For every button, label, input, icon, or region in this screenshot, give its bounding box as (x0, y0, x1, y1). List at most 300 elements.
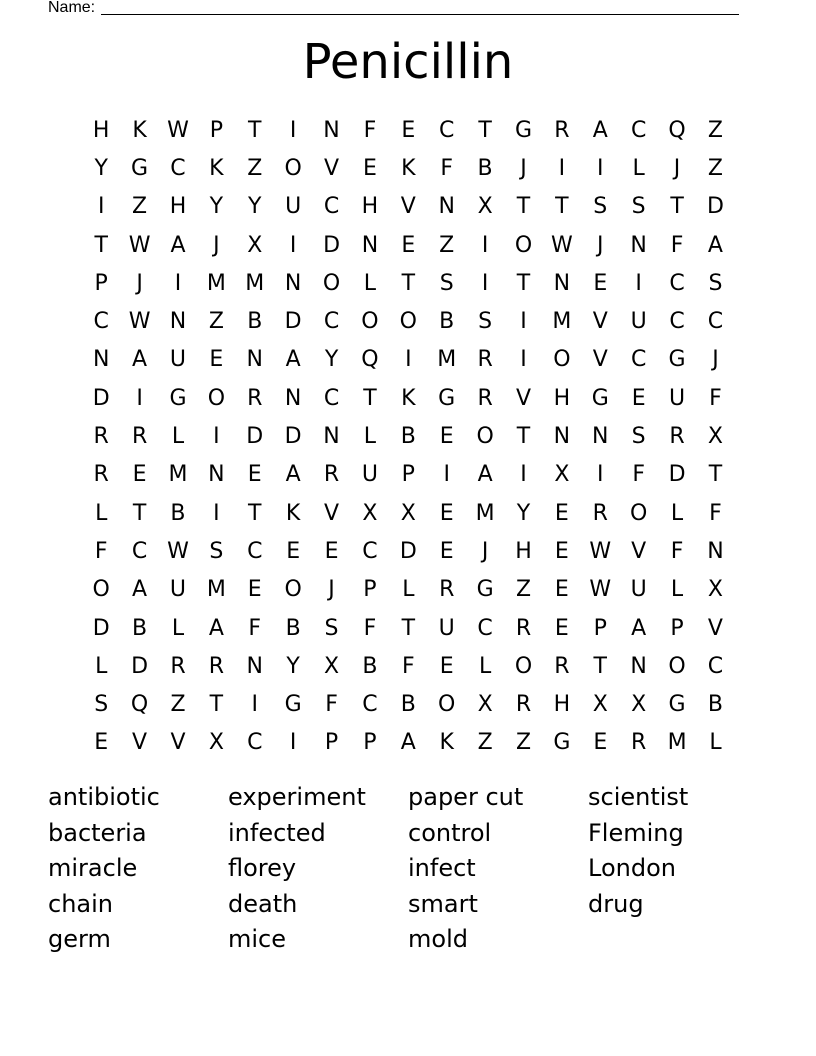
grid-letter: M (552, 309, 572, 335)
grid-letter: R (515, 615, 532, 641)
grid-letter: B (400, 424, 416, 450)
grid-letter: R (93, 462, 109, 488)
grid-letter: Y (516, 500, 531, 526)
grid-letter: E (593, 270, 608, 296)
grid-letter: N (592, 424, 609, 450)
grid-letter: L (363, 270, 377, 296)
grid-letter: F (632, 462, 645, 488)
grid-letter: F (94, 538, 108, 564)
grid-letter: D (92, 615, 110, 641)
grid-letter: I (405, 347, 412, 373)
grid-letter: Z (208, 309, 224, 335)
word-list-item: mold (408, 925, 468, 954)
grid-letter: T (708, 462, 723, 488)
grid-letter: H (169, 194, 187, 220)
grid-letter: G (668, 347, 686, 373)
word-list-item: infected (228, 818, 326, 847)
grid-letter: M (206, 270, 226, 296)
grid-letter: O (514, 232, 533, 258)
grid-letter: X (477, 692, 493, 718)
grid-letter: T (132, 500, 147, 526)
grid-letter: C (362, 692, 378, 718)
grid-letter: C (323, 385, 340, 411)
grid-letter: F (709, 385, 722, 411)
word-list-item: scientist (588, 783, 689, 811)
word-list-item: control (408, 818, 492, 847)
grid-letter: U (169, 577, 187, 603)
grid-letter: T (670, 194, 684, 220)
grid-letter: U (361, 462, 378, 488)
grid-letter: B (170, 500, 186, 526)
grid-letter: I (136, 385, 143, 411)
grid-letter: R (323, 462, 340, 488)
grid-letter: B (477, 155, 493, 181)
grid-letter: C (170, 155, 186, 181)
grid-letter: R (477, 347, 493, 373)
grid-letter: X (592, 692, 608, 718)
grid-letter: U (669, 385, 686, 411)
word-list-item: death (228, 889, 298, 918)
grid-letter: A (400, 730, 416, 756)
grid-letter: E (362, 155, 377, 181)
grid-letter: D (284, 424, 302, 450)
grid-letter: C (477, 615, 493, 641)
grid-letter: N (92, 347, 110, 373)
grid-letter: R (669, 424, 685, 450)
grid-letter: W (128, 232, 151, 258)
grid-letter: M (168, 462, 188, 488)
name-field (48, 0, 739, 18)
grid-letter: I (635, 270, 642, 296)
grid-letter: S (94, 692, 109, 718)
grid-letter: R (208, 653, 225, 679)
grid-letter: X (554, 462, 570, 488)
grid-letter: F (670, 538, 684, 564)
grid-letter: B (132, 615, 148, 641)
grid-letter: N (438, 194, 455, 220)
grid-letter: P (209, 117, 223, 143)
grid-letter: G (668, 692, 686, 718)
grid-letter: E (554, 500, 569, 526)
grid-letter: Y (94, 155, 108, 181)
grid-letter: I (443, 462, 450, 488)
word-list-item: bacteria (48, 818, 147, 847)
word-list-item: Fleming (588, 818, 684, 847)
grid-letter: I (520, 462, 527, 488)
grid-letter: X (477, 194, 493, 220)
grid-letter: J (481, 538, 489, 564)
grid-letter: W (128, 309, 151, 335)
grid-letter: F (440, 155, 454, 181)
grid-letter: J (136, 270, 143, 296)
grid-letter: E (439, 653, 454, 679)
grid-letter: G (169, 385, 187, 411)
grid-letter: C (362, 538, 378, 564)
grid-letter: O (553, 347, 571, 373)
grid-letter: N (323, 117, 340, 143)
grid-letter: J (712, 347, 719, 373)
grid-letter: V (631, 538, 647, 564)
grid-letter: E (554, 615, 569, 641)
grid-letter: O (476, 424, 494, 450)
grid-letter: G (131, 155, 149, 181)
grid-letter: R (131, 424, 148, 450)
grid-letter: L (670, 500, 684, 526)
grid-letter: M (667, 730, 687, 756)
grid-letter: S (439, 270, 454, 296)
grid-letter: N (208, 462, 225, 488)
grid-letter: M (245, 270, 265, 296)
grid-letter: N (323, 424, 340, 450)
grid-letter: I (213, 500, 220, 526)
word-list-item: florey (228, 854, 297, 883)
grid-letter: A (477, 462, 493, 488)
grid-letter: D (668, 462, 686, 488)
grid-letter: D (706, 194, 724, 220)
grid-letter: J (213, 232, 220, 258)
grid-letter: Z (707, 117, 723, 143)
grid-letter: Z (247, 155, 263, 181)
grid-letter: G (284, 692, 302, 718)
grid-letter: X (707, 577, 723, 603)
grid-letter: Z (515, 577, 532, 603)
grid-letter: V (515, 385, 532, 411)
grid-letter: E (554, 577, 569, 603)
grid-letter: U (169, 347, 187, 373)
grid-letter: B (439, 309, 455, 335)
grid-letter: V (592, 309, 608, 335)
grid-letter: J (520, 155, 527, 181)
word-list-item: chain (48, 889, 113, 918)
grid-letter: R (554, 117, 570, 143)
grid-letter: E (247, 462, 262, 488)
grid-letter: T (363, 385, 377, 411)
grid-letter: O (361, 309, 379, 335)
grid-letter: P (324, 730, 339, 756)
grid-letter: N (553, 424, 571, 450)
grid-letter: V (707, 615, 723, 641)
grid-letter: D (284, 309, 302, 335)
grid-letter: F (401, 653, 415, 679)
grid-letter: T (209, 692, 224, 718)
grid-letter: D (131, 653, 149, 679)
grid-letter: L (478, 653, 492, 679)
grid-letter: L (363, 424, 377, 450)
grid-letter: O (284, 155, 302, 181)
grid-letter: R (631, 730, 647, 756)
grid-letter: B (362, 653, 378, 679)
grid-letter: O (630, 500, 648, 526)
word-list-item: antibiotic (48, 783, 160, 811)
grid-letter: I (520, 347, 527, 373)
grid-letter: L (95, 653, 108, 679)
grid-letter: A (592, 117, 608, 143)
grid-letter: P (94, 270, 108, 296)
word-list-item: smart (408, 889, 478, 918)
grid-letter: J (597, 232, 604, 258)
grid-letter: A (132, 577, 148, 603)
grid-letter: W (167, 117, 189, 143)
grid-letter: K (285, 500, 301, 526)
grid-letter: H (361, 194, 379, 220)
grid-letter: R (477, 385, 493, 411)
grid-letter: O (399, 309, 417, 335)
grid-letter: M (475, 500, 495, 526)
grid-letter: L (670, 577, 684, 603)
grid-letter: K (132, 117, 147, 143)
grid-letter: E (247, 577, 262, 603)
word-list-item: London (588, 854, 676, 883)
grid-letter: I (213, 424, 220, 450)
grid-letter: R (439, 577, 455, 603)
grid-letter: N (707, 538, 724, 564)
grid-letter: T (248, 117, 262, 143)
grid-letter: P (593, 615, 607, 641)
grid-letter: Z (132, 194, 148, 220)
grid-letter: C (669, 309, 685, 335)
grid-letter: Y (209, 194, 224, 220)
grid-letter: I (289, 730, 297, 756)
grid-letter: I (174, 270, 182, 296)
word-list-item: germ (48, 925, 111, 954)
grid-letter: E (132, 462, 147, 488)
grid-letter: G (476, 577, 494, 603)
word-list-item: experiment (228, 783, 366, 811)
grid-letter: O (514, 653, 533, 679)
grid-letter: W (167, 538, 189, 564)
letter-grid (82, 111, 735, 762)
grid-letter: A (285, 347, 301, 373)
grid-letter: H (553, 385, 571, 411)
grid-letter: U (438, 615, 455, 641)
grid-letter: P (670, 615, 684, 641)
word-list-empty (588, 922, 768, 958)
grid-letter: J (328, 577, 335, 603)
grid-letter: B (707, 692, 723, 718)
name-underline (101, 14, 739, 15)
grid-letter: I (481, 270, 489, 296)
grid-letter: C (630, 117, 647, 143)
grid-letter: O (284, 577, 302, 603)
grid-letter: T (516, 194, 531, 220)
word-list-item: miracle (48, 854, 138, 883)
grid-letter: E (401, 232, 416, 258)
grid-letter: N (630, 653, 647, 679)
grid-letter: Q (130, 692, 149, 718)
grid-letter: X (707, 424, 723, 450)
grid-letter: X (631, 692, 647, 718)
grid-letter: Y (286, 653, 300, 679)
grid-letter: O (668, 653, 686, 679)
grid-letter: T (401, 615, 416, 641)
grid-letter: D (246, 424, 264, 450)
grid-letter: T (516, 270, 531, 296)
grid-letter: N (630, 232, 647, 258)
grid-letter: U (630, 309, 647, 335)
grid-letter: G (591, 385, 609, 411)
grid-letter: D (399, 538, 417, 564)
grid-letter: I (597, 462, 604, 488)
grid-letter: C (439, 117, 455, 143)
grid-letter: N (246, 653, 263, 679)
grid-letter: V (132, 730, 148, 756)
grid-letter: A (707, 232, 723, 258)
grid-letter: T (516, 424, 531, 450)
grid-letter: L (171, 615, 185, 641)
grid-letter: L (95, 500, 108, 526)
grid-letter: T (555, 194, 569, 220)
grid-letter: P (401, 462, 415, 488)
grid-letter: L (632, 155, 645, 181)
grid-letter: R (247, 385, 263, 411)
grid-letter: G (553, 730, 571, 756)
grid-letter: C (93, 309, 109, 335)
grid-letter: V (400, 194, 416, 220)
grid-letter: E (286, 538, 301, 564)
grid-letter: U (630, 577, 647, 603)
word-list-item: paper cut (408, 783, 524, 811)
grid-letter: I (289, 232, 297, 258)
grid-letter: F (248, 615, 262, 641)
grid-letter: O (207, 385, 226, 411)
grid-letter: H (553, 692, 571, 718)
grid-letter: S (708, 270, 723, 296)
word-list (48, 780, 768, 958)
grid-letter: N (361, 232, 379, 258)
grid-letter: X (208, 730, 224, 756)
grid-letter: T (593, 653, 607, 679)
grid-letter: W (551, 232, 573, 258)
grid-letter: R (515, 692, 532, 718)
grid-letter: Z (477, 730, 493, 756)
grid-letter: A (132, 347, 148, 373)
grid-letter: W (589, 538, 612, 564)
grid-letter: K (439, 730, 454, 756)
grid-letter: N (246, 347, 263, 373)
grid-letter: X (247, 232, 263, 258)
grid-letter: M (206, 577, 226, 603)
grid-letter: Z (515, 730, 532, 756)
grid-letter: R (170, 653, 186, 679)
grid-letter: A (631, 615, 647, 641)
grid-letter: Z (170, 692, 186, 718)
grid-letter: Y (248, 194, 262, 220)
grid-letter: F (363, 117, 377, 143)
grid-letter: V (324, 500, 340, 526)
grid-letter: C (630, 347, 647, 373)
grid-letter: Y (324, 347, 339, 373)
grid-letter: E (439, 538, 454, 564)
grid-letter: V (324, 155, 340, 181)
grid-letter: I (597, 155, 604, 181)
grid-letter: R (93, 424, 109, 450)
grid-letter: E (631, 385, 646, 411)
grid-letter: E (554, 538, 569, 564)
grid-letter: F (670, 232, 684, 258)
grid-letter: T (401, 270, 416, 296)
grid-letter: E (401, 117, 416, 143)
grid-letter: H (515, 538, 532, 564)
grid-letter: L (171, 424, 185, 450)
grid-letter: X (400, 500, 416, 526)
grid-letter: E (209, 347, 224, 373)
grid-letter: F (709, 500, 722, 526)
grid-letter: I (520, 309, 527, 335)
grid-letter: Z (439, 232, 455, 258)
grid-letter: B (285, 615, 301, 641)
grid-letter: P (363, 730, 377, 756)
grid-letter: D (323, 232, 341, 258)
grid-letter: N (553, 270, 571, 296)
grid-letter: E (439, 500, 454, 526)
grid-letter: G (438, 385, 456, 411)
grid-letter: U (285, 194, 302, 220)
grid-letter: B (247, 309, 263, 335)
grid-letter: C (247, 730, 263, 756)
grid-letter: K (401, 385, 416, 411)
grid-letter: J (673, 155, 681, 181)
grid-letter: L (709, 730, 722, 756)
grid-letter: S (209, 538, 224, 564)
grid-letter: T (94, 232, 108, 258)
grid-letter: K (209, 155, 224, 181)
grid-letter: E (439, 424, 454, 450)
grid-letter: A (170, 232, 186, 258)
grid-letter: C (707, 309, 724, 335)
grid-letter: E (94, 730, 109, 756)
grid-letter: I (97, 194, 105, 220)
grid-letter: S (631, 194, 646, 220)
grid-letter: N (284, 270, 302, 296)
page-title: Penicillin (302, 34, 514, 90)
grid-letter: C (323, 194, 340, 220)
grid-letter: F (325, 692, 338, 718)
grid-letter: P (363, 577, 377, 603)
grid-letter: T (478, 117, 492, 143)
grid-letter: S (478, 309, 493, 335)
grid-letter: N (169, 309, 187, 335)
grid-letter: I (289, 117, 297, 143)
grid-letter: E (324, 538, 339, 564)
grid-letter: R (554, 653, 570, 679)
grid-letter: Q (668, 117, 686, 143)
grid-letter: S (593, 194, 608, 220)
grid-letter: F (363, 615, 377, 641)
grid-letter: X (362, 500, 378, 526)
grid-letter: C (247, 538, 263, 564)
grid-letter: C (323, 309, 340, 335)
grid-letter: C (131, 538, 148, 564)
grid-letter: O (322, 270, 341, 296)
grid-letter: D (92, 385, 110, 411)
word-list-item: drug (588, 889, 644, 918)
grid-letter: N (284, 385, 302, 411)
grid-letter: B (400, 692, 416, 718)
grid-letter: X (324, 653, 340, 679)
grid-letter: A (285, 462, 301, 488)
name-label: Name: (48, 0, 96, 16)
grid-letter: R (592, 500, 608, 526)
grid-letter: A (208, 615, 224, 641)
grid-letter: L (402, 577, 415, 603)
grid-letter: W (589, 577, 612, 603)
grid-letter: C (669, 270, 685, 296)
grid-letter: Z (707, 155, 723, 181)
grid-letter: T (248, 500, 262, 526)
grid-letter: I (558, 155, 566, 181)
grid-letter: O (438, 692, 456, 718)
grid-letter: H (92, 117, 110, 143)
